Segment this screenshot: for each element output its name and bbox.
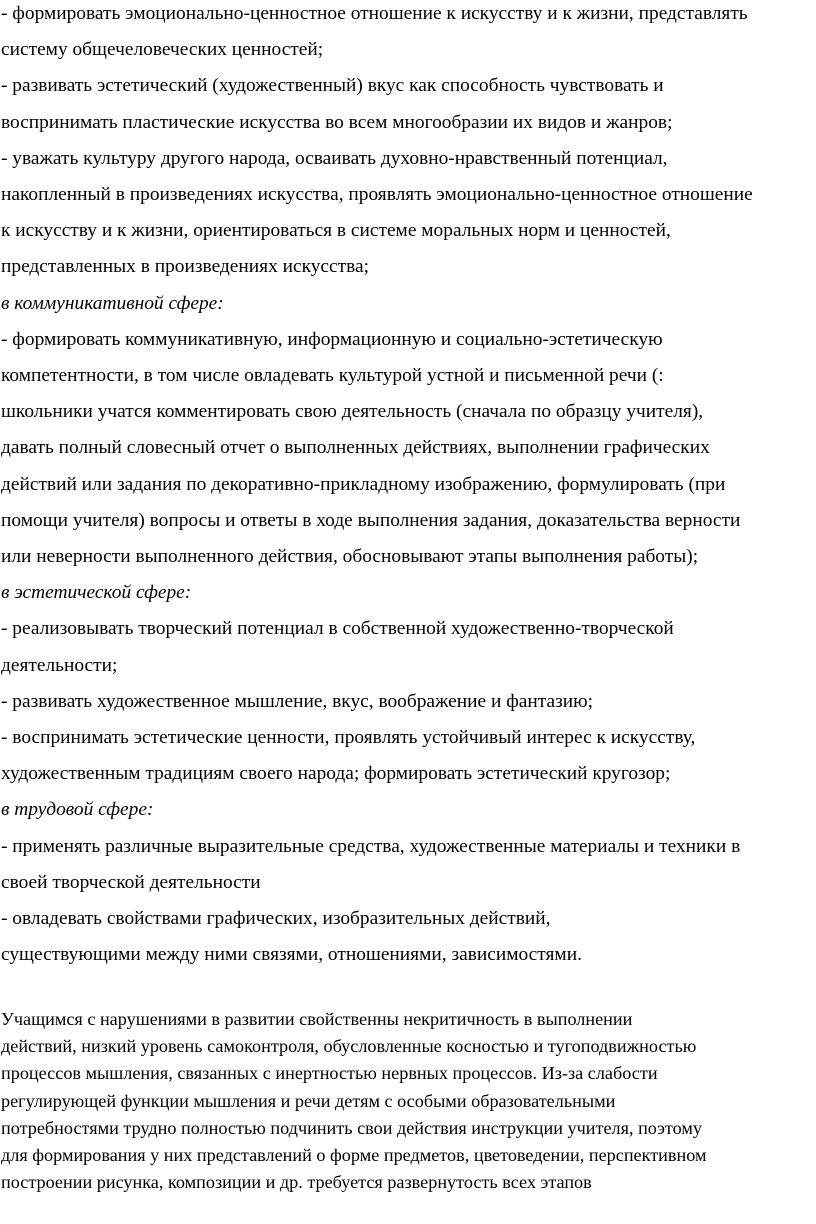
text-line: - применять различные выразительные средства, художественные материалы и техники в — [1, 835, 741, 857]
paragraph-line: процессов мышления, связанных с инертностью нервных процессов. Из-за слабости — [1, 1063, 658, 1084]
text-line: - воспринимать эстетические ценности, проявлять устойчивый интерес к искусству, — [1, 727, 696, 748]
text-line: компетентности, в том числе овладевать культурой устной и письменной речи (: — [1, 365, 664, 386]
paragraph-line: построении рисунка, композиции и др. требуется развернутость всех этапов — [1, 1172, 592, 1193]
paragraph-line: потребностями трудно полностью подчинить свои действия инструкции учителя, поэтому — [1, 1117, 702, 1138]
text-line: школьники учатся комментировать свою деятельность (сначала по образцу учителя), — [1, 401, 704, 423]
text-line: воспринимать пластические искусства во всем многообразии их видов и жанров; — [1, 111, 673, 133]
section-heading: в коммуникативной сфере: — [1, 292, 224, 314]
text-line: - развивать художественное мышление, вкус, воображение и фантазию; — [1, 690, 593, 712]
text-line: или неверности выполненного действия, обосновывают этапы выполнения работы); — [1, 546, 699, 567]
text-line: представленных в произведениях искусства; — [1, 256, 370, 278]
paragraph-line: регулирующей функции мышления и речи детям с особыми образовательными — [1, 1090, 616, 1111]
paragraph-line: действий, низкий уровень самоконтроля, обусловленные косностью и тугоподвижностью — [1, 1036, 697, 1057]
text-line: - развивать эстетический (художественный) вкус как способность чувствовать и — [1, 75, 664, 97]
section-heading: в трудовой сфере: — [1, 799, 154, 821]
text-line: деятельности; — [1, 654, 118, 676]
text-line: систему общечеловеческих ценностей; — [1, 39, 324, 61]
text-line: - реализовывать творческий потенциал в собственной художественно-творческой — [1, 618, 674, 640]
text-line: художественным традициям своего народа; формировать эстетический кругозор; — [1, 763, 671, 785]
text-line: - овладевать свойствами графических, изобразительных действий, — [1, 908, 551, 929]
text-line: своей творческой деятельности — [1, 871, 261, 893]
text-line: - формировать коммуникативную, информационную и социально-эстетическую — [1, 328, 663, 350]
section-heading: в эстетической сфере: — [1, 582, 192, 604]
paragraph-line: Учащимся с нарушениями в развитии свойственны некритичность в выполнении — [1, 1009, 633, 1029]
text-line: накопленный в произведениях искусства, проявлять эмоционально-ценностное отношение — [1, 184, 753, 205]
text-line: давать полный словесный отчет о выполненных действиях, выполнении графических — [1, 437, 710, 459]
text-line: действий или задания по декоративно-прикладному изображению, формулировать (при — [1, 473, 726, 495]
text-line: существующими между ними связями, отношениями, зависимостями. — [1, 944, 582, 966]
text-line: - формировать эмоционально-ценностное отношение к искусству и к жизни, представлять — [1, 3, 748, 24]
paragraph-line: для формирования у них представлений о форме предметов, цветоведении, перспективном — [1, 1145, 707, 1166]
text-line: к искусству и к жизни, ориентироваться в системе моральных норм и ценностей, — [1, 220, 671, 242]
final-paragraph — [1, 1006, 815, 1196]
text-line: помощи учителя) вопросы и ответы в ходе выполнения задания, доказательства верности — [1, 509, 741, 531]
text-line: - уважать культуру другого народа, осваивать духовно-нравственный потенциал, — [1, 147, 668, 169]
